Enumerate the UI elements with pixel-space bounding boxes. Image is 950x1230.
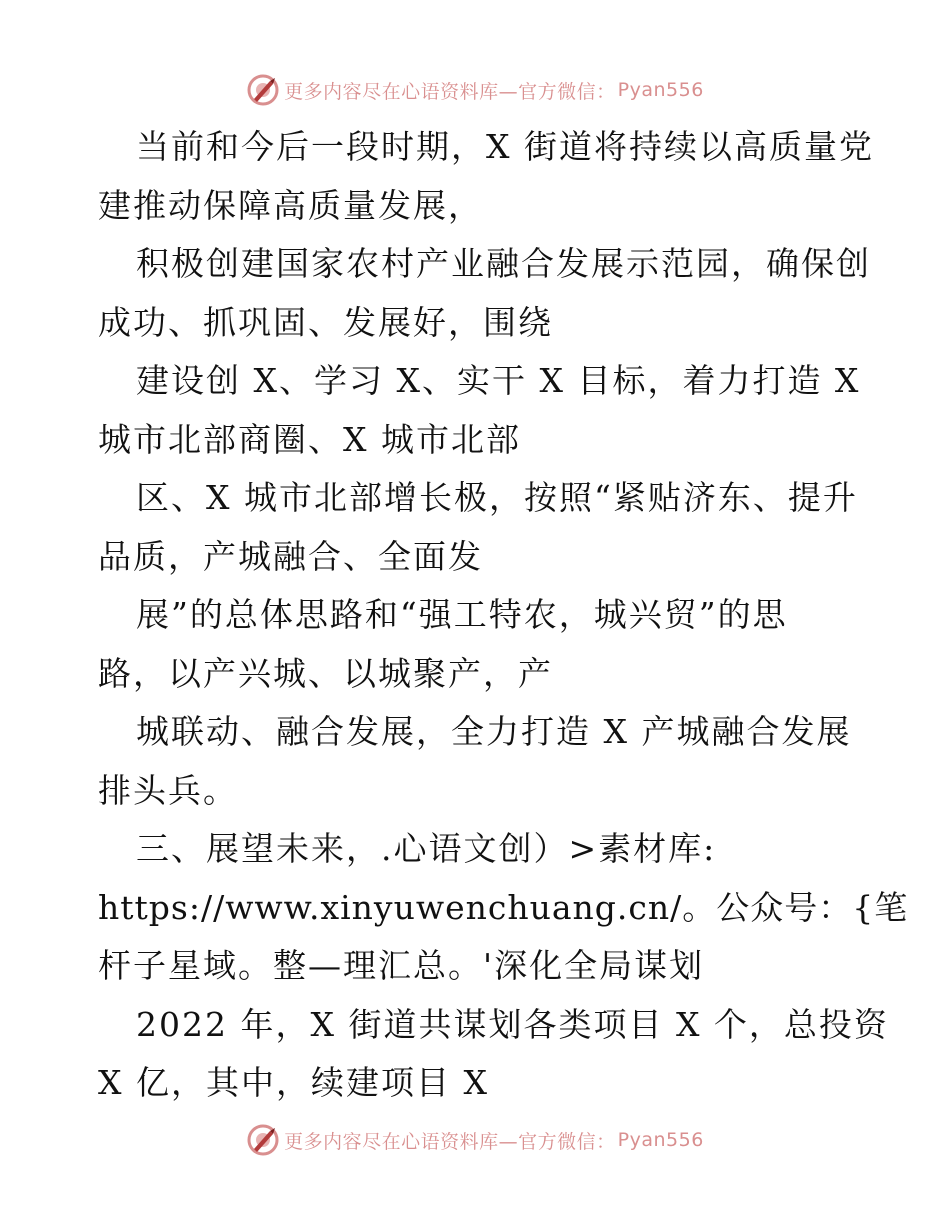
watermark-text: 更多内容尽在心语资料库—官方微信： bbox=[284, 80, 616, 103]
document-body bbox=[98, 118, 909, 1113]
section-heading-line: 三、展望未来，.心语文创）>素材库: bbox=[136, 829, 717, 868]
text-line: 建推动保障高质量发展， bbox=[98, 185, 483, 225]
text-line: 2022 年，X 街道共谋划各类项目 X 个，总投资 bbox=[136, 1004, 889, 1044]
url-text-line: https://www.xinyuwenchuang.cn/。公众号：{笔 bbox=[98, 887, 909, 927]
text-line: 排头兵。 bbox=[98, 770, 238, 810]
brand-logo-icon bbox=[246, 73, 280, 107]
text-line: 区、X 城市北部增长极，按照“紧贴济东、提升 bbox=[136, 478, 858, 517]
watermark-contact: Pyan556 bbox=[617, 79, 704, 101]
text-line: 路，以产兴城、以城聚产，产 bbox=[98, 653, 553, 693]
text-line: 杆子星域。整—理汇总。'深化全局谋划 bbox=[98, 946, 705, 985]
watermark-header bbox=[0, 70, 950, 110]
text-line: 建设创 X、学习 X、实干 X 目标，着力打造 X bbox=[136, 361, 861, 400]
watermark-footer bbox=[0, 1120, 950, 1160]
text-line: 成功、抓巩固、发展好，围绕 bbox=[98, 302, 553, 342]
text-line: 展”的总体思路和“强工特农，城兴贸”的思 bbox=[136, 595, 788, 634]
text-line: 当前和今后一段时期，X 街道将持续以高质量党 bbox=[136, 127, 874, 166]
watermark-contact: Pyan556 bbox=[617, 1129, 704, 1151]
text-line: 城联动、融合发展，全力打造 X 产城融合发展 bbox=[136, 712, 852, 751]
text-line: 品质，产城融合、全面发 bbox=[98, 536, 483, 576]
watermark-text: 更多内容尽在心语资料库—官方微信： bbox=[284, 1130, 616, 1153]
brand-logo-icon bbox=[246, 1123, 280, 1157]
text-line: X 亿，其中，续建项目 X bbox=[98, 1063, 489, 1102]
text-line: 积极创建国家农村产业融合发展示范园，确保创 bbox=[136, 244, 871, 283]
text-line: 城市北部商圈、X 城市北部 bbox=[98, 419, 521, 459]
